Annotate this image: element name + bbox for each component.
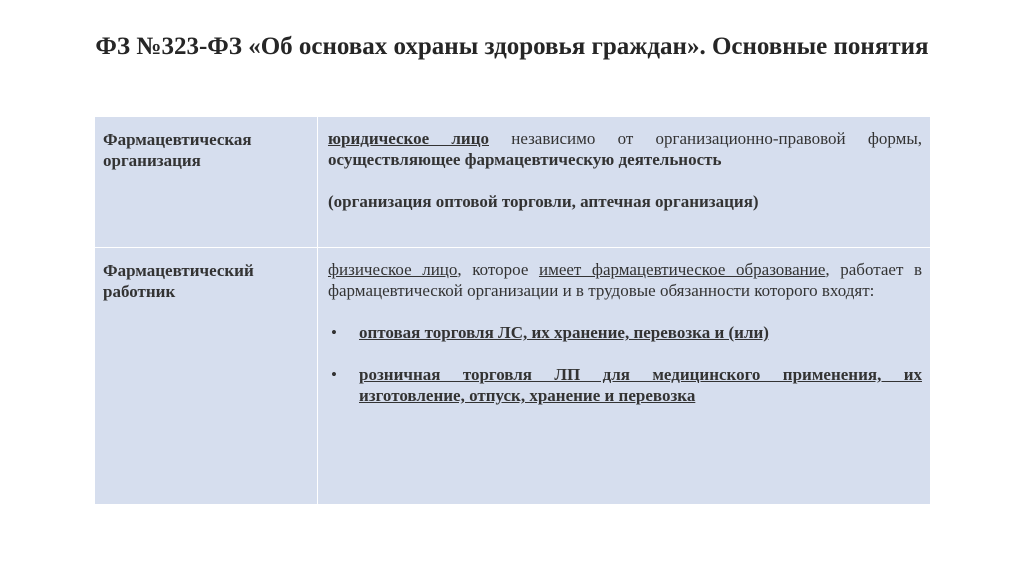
table-row (95, 117, 931, 248)
definition-plain-text: , работает в фармацевтической организации и в трудовые обязанности которого входят: (328, 260, 922, 300)
list-item (328, 364, 922, 406)
definition-key-term: юридическое лицо (328, 129, 489, 148)
bullet-icon: • (331, 323, 337, 342)
bullet-icon: • (331, 365, 337, 384)
definition-bold-text: осуществляющее фармацевтическую деятельность (328, 150, 722, 169)
table-row (95, 248, 931, 505)
definition-plain-text: , которое (457, 260, 539, 279)
list-item-text: розничная торговля ЛП для медицинского применения, их изготовление, отпуск, хранение и перевозка (359, 365, 922, 405)
definition-examples: (организация оптовой торговли, аптечная организация) (328, 192, 759, 211)
duties-list (328, 322, 922, 406)
list-item (328, 322, 922, 343)
list-item-text: оптовая торговля ЛС, их хранение, перевозка и (или) (359, 323, 769, 342)
definition-text (328, 128, 922, 170)
definition-cell (318, 248, 931, 505)
definition-text (328, 259, 922, 301)
term-cell: Фармацевтический работник (95, 248, 318, 505)
definition-cell (318, 117, 931, 248)
slide-title: ФЗ №323-ФЗ «Об основах охраны здоровья граждан». Основные понятия (95, 33, 929, 60)
term-cell: Фармацевтическая организация (95, 117, 318, 248)
definition-underlined-text: имеет фармацевтическое образование (538, 260, 826, 279)
definition-plain-text: независимо от организационно-правовой формы, (489, 129, 923, 148)
definitions-table (94, 116, 931, 505)
definition-underlined-text: физическое лицо (328, 260, 458, 279)
